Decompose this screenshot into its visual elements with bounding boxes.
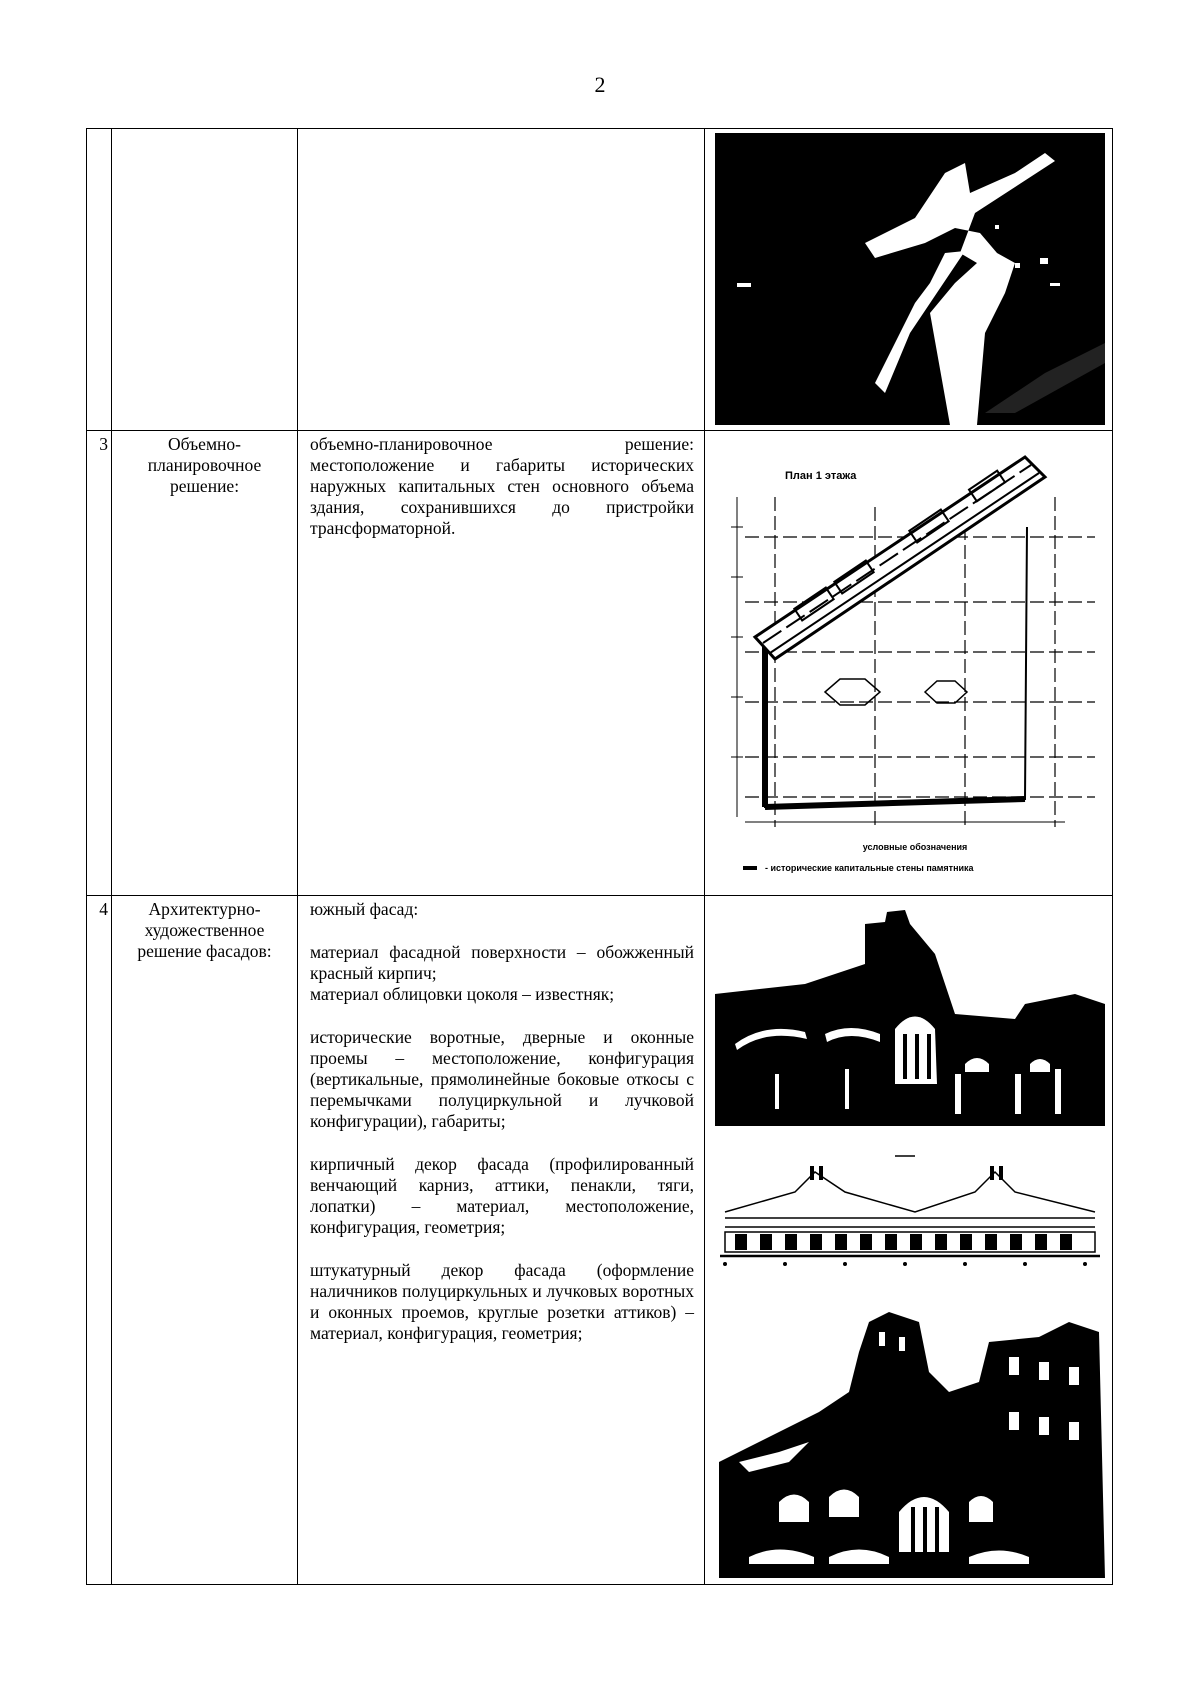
plan-title: План 1 этажа (785, 470, 857, 482)
row-description (298, 129, 705, 431)
legend-item: - исторические капитальные стены памятника (765, 863, 974, 873)
roof-structure-photo (715, 133, 1105, 425)
description-paragraph: материал фасадной поверхности – обожженный красный кирпич; материал облицовки цоколя – известняк; (310, 942, 694, 1004)
page-number: 2 (594, 72, 606, 97)
table-row (87, 896, 1113, 1585)
row-label: Объемно-планировочное решение: (112, 431, 298, 896)
row-description (298, 431, 705, 896)
table-row (87, 431, 1113, 896)
floor-plan-drawing (725, 437, 1105, 889)
table-row (87, 129, 1113, 431)
facade-corner-photo (719, 1312, 1105, 1578)
row-description (298, 896, 705, 1585)
description-paragraph: южный фасад: (310, 899, 419, 919)
legend-heading: условные обозначения (862, 842, 968, 852)
facade-elevation-drawing (715, 1152, 1105, 1270)
south-facade-photo (715, 904, 1105, 1126)
description-paragraph: исторические воротные, дверные и оконные проемы – местоположение, конфигурация (вертикальные, прямолинейные боковые откосы с перемычками полуциркульной и лучковой конфигурации), габариты; (310, 1027, 694, 1131)
description-paragraph: объемно-планировочное решение: местоположение и габариты исторических наружных капитальных стен основного объема здания, сохранившихся до пристройки трансформаторной. (310, 434, 694, 538)
plan-cell (705, 431, 1113, 896)
row-number (87, 129, 112, 431)
description-paragraph: штукатурный декор фасада (оформление наличников полуциркульных и лучковых воротных и оконных проемов, круглые розетки аттиков) – материал, конфигурация, геометрия; (310, 1260, 694, 1343)
description-paragraph: кирпичный декор фасада (профилированный венчающий карниз, аттики, пенакли, тяги, лопатки) – материал, местоположение, конфигурация, геометрия; (310, 1154, 694, 1237)
row-label (112, 129, 298, 431)
facade-images-cell (705, 896, 1113, 1585)
row-number: 4 (87, 896, 112, 1585)
photo-cell (705, 129, 1113, 431)
row-label: Архитектурно-художественное решение фасадов: (112, 896, 298, 1585)
row-number: 3 (87, 431, 112, 896)
protection-subject-table (86, 128, 1113, 1585)
